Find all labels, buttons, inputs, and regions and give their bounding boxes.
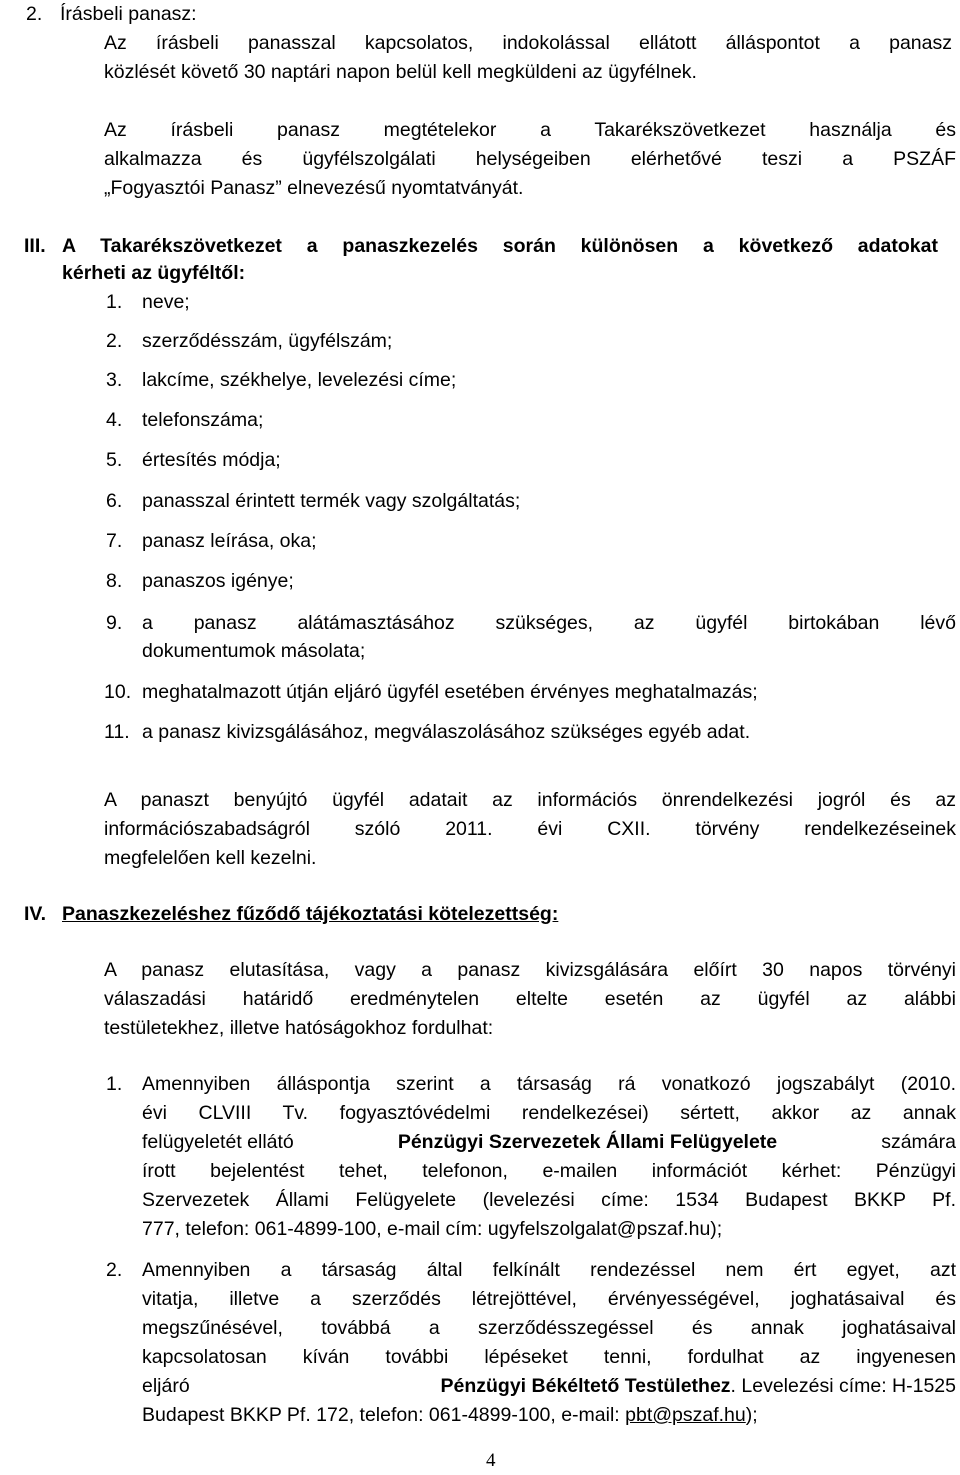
s4-item-2-line5-pre: eljáró (142, 1375, 190, 1397)
section-4-heading: Panaszkezeléshez fűződő tájékoztatási kötelezettség: (62, 903, 559, 925)
list-item-4-text: telefonszáma; (142, 409, 264, 431)
list-item-1-text: neve; (142, 291, 190, 313)
section-3-heading-line1: A Takarékszövetkezet a panaszkezelés során különösen a következő adatokat (62, 235, 938, 257)
list-item-11-text: a panasz kivizsgálásához, megválaszolásához szükséges egyéb adat. (142, 721, 751, 743)
s4-item-2-line2: vitatja, illetve a szerződés létrejöttével, érvényességével, joghatásaival és (142, 1288, 956, 1310)
section-2-number: 2. (26, 3, 43, 25)
list-item-2-text: szerződésszám, ügyfélszám; (142, 330, 393, 352)
list-item-11-number: 11. (104, 721, 130, 743)
s4-item-1-line3-pre: felügyeletét ellátó (142, 1131, 294, 1153)
s4-item-1-line6: 777, telefon: 061-4899-100, e-mail cím: ugyfelszolgalat@pszaf.hu); (142, 1218, 723, 1240)
list-item-5-number: 5. (106, 449, 123, 471)
list-item-8-number: 8. (106, 570, 123, 592)
section-3-heading-line2: kérheti az ügyféltől: (62, 262, 246, 284)
s4-item-1-line3 (142, 1128, 956, 1157)
s4-item-2-number: 2. (106, 1259, 123, 1281)
s4-item-1-line1: Amennyiben álláspontja szerint a társaság rá vonatkozó jogszabályt (2010. (142, 1073, 956, 1095)
list-item-1-number: 1. (106, 291, 123, 313)
s2-p2-line3: „Fogyasztói Panasz” elnevezésű nyomtatványát. (104, 177, 524, 199)
s4-item-2-line5-post: . Levelezési címe: H-1525 (730, 1375, 956, 1397)
s4-item-2-line3: megszűnésével, továbbá a szerződésszegéssel és annak joghatásaival (142, 1317, 956, 1339)
pbt-email-link[interactable]: pbt@pszaf.hu (625, 1404, 746, 1426)
s4-intro-line2: válaszadási határidő eredménytelen eltelte esetén az ügyfél az alábbi (104, 988, 956, 1010)
list-item-9-number: 9. (106, 612, 123, 634)
list-item-4-number: 4. (106, 409, 123, 431)
s4-item-2-line5 (142, 1372, 956, 1401)
section-4-number: IV. (24, 903, 47, 925)
s4-item-1-line5: Szervezetek Állami Felügyelete (levelezési címe: 1534 Budapest BKKP Pf. (142, 1189, 956, 1211)
s3-closing-line2: információszabadságról szóló 2011. évi CXII. törvény rendelkezéseinek (104, 818, 956, 840)
section-3-number: III. (24, 235, 46, 257)
s4-item-1-line2: évi CLVIII Tv. fogyasztóvédelmi rendelkezései) sértett, akkor az annak (142, 1102, 956, 1124)
s4-item-2-line6-post: ); (745, 1404, 758, 1426)
list-item-6-text: panasszal érintett termék vagy szolgáltatás; (142, 490, 521, 512)
list-item-8-text: panaszos igénye; (142, 570, 294, 592)
s4-intro-line1: A panasz elutasítása, vagy a panasz kivizsgálására előírt 30 napos törvényi (104, 959, 956, 981)
list-item-7-text: panasz leírása, oka; (142, 530, 317, 552)
s2-p2-line1: Az írásbeli panasz megtételekor a Takarékszövetkezet használja és (104, 119, 956, 141)
s4-item-2-line1: Amennyiben a társaság által felkínált rendezéssel nem ért egyet, azt (142, 1259, 956, 1281)
s3-closing-line3: megfelelően kell kezelni. (104, 847, 317, 869)
list-item-3-text: lakcíme, székhelye, levelezési címe; (142, 369, 457, 391)
s4-item-1-line3-post: számára (881, 1131, 956, 1153)
s2-p2-line2: alkalmazza és ügyfélszolgálati helységeiben elérhetővé teszi a PSZÁF (104, 148, 956, 170)
list-item-10-text: meghatalmazott útján eljáró ügyfél esetében érvényes meghatalmazás; (142, 681, 758, 703)
s3-closing-line1: A panaszt benyújtó ügyfél adatait az információs önrendelkezési jogról és az (104, 789, 956, 811)
s4-item-2-line6 (142, 1401, 758, 1430)
psfa-name-bold: Pénzügyi Szervezetek Állami Felügyelete (397, 1131, 778, 1153)
page-number: 4 (486, 1450, 496, 1471)
section-2-title: Írásbeli panasz: (60, 3, 197, 25)
s4-intro-line3: testületekhez, illetve hatóságokhoz fordulhat: (104, 1017, 494, 1039)
s4-item-1-number: 1. (106, 1073, 123, 1095)
list-item-5-text: értesítés módja; (142, 449, 281, 471)
list-item-3-number: 3. (106, 369, 123, 391)
list-item-6-number: 6. (106, 490, 123, 512)
list-item-9-line2: dokumentumok másolata; (142, 640, 366, 662)
s4-item-2-line4: kapcsolatosan kíván további lépéseket tenni, fordulhat az ingyenesen (142, 1346, 956, 1368)
list-item-7-number: 7. (106, 530, 123, 552)
s2-p1-line1: Az írásbeli panasszal kapcsolatos, indokolással ellátott álláspontot a panasz (104, 32, 952, 54)
s4-item-2-line6-pre: Budapest BKKP Pf. 172, telefon: 061-4899-100, e-mail: (142, 1404, 620, 1426)
s4-item-1-line4: írott bejelentést tehet, telefonon, e-mailen információt kérhet: Pénzügyi (142, 1160, 956, 1182)
s2-p1-line2: közlését követő 30 naptári napon belül kell megküldeni az ügyfélnek. (104, 61, 697, 83)
list-item-2-number: 2. (106, 330, 123, 352)
list-item-9-line1: a panasz alátámasztásához szükséges, az ügyfél birtokában lévő (142, 612, 956, 634)
list-item-10-number: 10. (104, 681, 132, 703)
pbt-name-bold: Pénzügyi Békéltető Testülethez (440, 1375, 731, 1397)
